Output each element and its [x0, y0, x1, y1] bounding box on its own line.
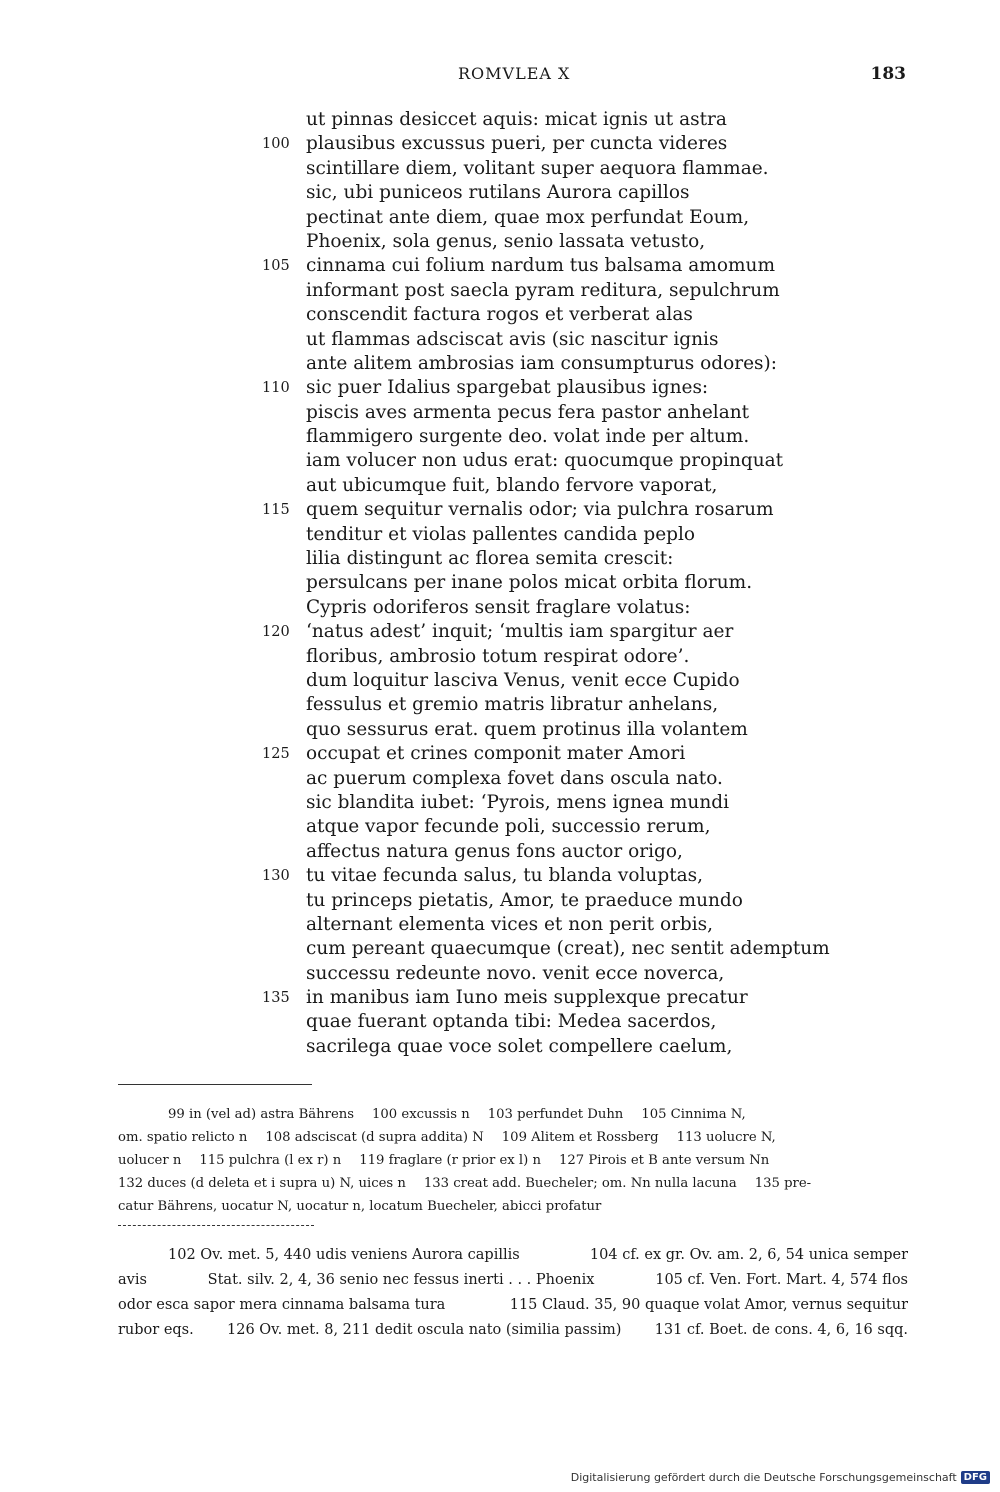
verse-text: quem sequitur vernalis odor; via pulchra rosarum	[306, 499, 774, 521]
verse-text: successu redeunte novo. venit ecce noverca,	[306, 962, 725, 984]
apparatus-line	[118, 1126, 908, 1149]
source-entry: rubor eqs.	[118, 1322, 194, 1338]
verse-text: quo sessurus erat. quem protinus illa volantem	[306, 718, 748, 740]
apparatus-entry: 103 perfundet Duhn	[487, 1107, 624, 1122]
verse-line	[262, 571, 822, 595]
verse-text: cinnama cui folium nardum tus balsama amomum	[306, 255, 775, 277]
running-head: ROMVLEA X	[458, 64, 571, 83]
verse-line	[262, 742, 822, 766]
verse-line	[262, 962, 822, 986]
verse-text: lilia distingunt ac florea semita crescit:	[306, 548, 674, 570]
line-number: 110	[262, 380, 290, 397]
apparatus-line	[118, 1195, 908, 1218]
verse-line	[262, 547, 822, 571]
verse-line	[262, 620, 822, 644]
verse-text: plausibus excussus pueri, per cuncta videres	[306, 133, 728, 155]
verse-text: piscis aves armenta pecus fera pastor anhelant	[306, 401, 750, 423]
verse-line	[262, 937, 830, 961]
apparatus-entry: 115 pulchra (l ex r) n	[199, 1153, 342, 1168]
verse-line	[262, 718, 822, 742]
verse-line	[262, 303, 822, 327]
verse-line	[262, 986, 822, 1010]
apparatus-entry: 109 Alitem et Rossberg	[501, 1130, 659, 1145]
verse-line	[262, 864, 822, 888]
verse-line	[262, 523, 822, 547]
verse-text: cum pereant quaecumque (creat), nec sentit ademptum	[306, 938, 830, 960]
verse-line	[262, 693, 822, 717]
credit-text: Digitalisierung gefördert durch die Deutsche Forschungsgemeinschaft	[570, 1471, 957, 1484]
verse-text: Phoenix, sola genus, senio lassata vetusto,	[306, 230, 706, 252]
source-entry: 131 cf. Boet. de cons. 4, 6, 16 sqq.	[654, 1322, 908, 1338]
apparatus-entry: 100 excussis n	[372, 1107, 470, 1122]
critical-apparatus	[118, 1103, 908, 1218]
source-entry: 105 cf. Ven. Fort. Mart. 4, 574 flos	[655, 1272, 908, 1288]
verse-text: tu vitae fecunda salus, tu blanda voluptas,	[306, 865, 704, 887]
source-notes	[118, 1243, 908, 1343]
apparatus-entry: uolucer n	[118, 1153, 182, 1168]
apparatus-entry: 99 in (vel ad) astra Bährens	[168, 1107, 355, 1122]
verse-text: pectinat ante diem, quae mox perfundat Eoum,	[306, 206, 750, 228]
line-number: 130	[262, 868, 290, 885]
source-entry: 102 Ov. met. 5, 440 udis veniens Aurora capillis	[168, 1247, 520, 1263]
verse-text: iam volucer non udus erat: quocumque propinquat	[306, 450, 784, 472]
apparatus-entry: 133 creat add. Buecheler; om. Nn nulla lacuna	[423, 1176, 737, 1191]
verse-line	[262, 132, 822, 156]
verse-line	[262, 279, 822, 303]
verse-text: flammigero surgente deo. volat inde per altum.	[306, 426, 750, 448]
verse-text: affectus natura genus fons auctor origo,	[306, 840, 683, 862]
verse-line	[262, 815, 822, 839]
verse-line	[262, 791, 822, 815]
source-line	[118, 1268, 908, 1293]
apparatus-entry: catur Bährens, uocatur N, uocatur n, locatum Buecheler, abicci profatur	[118, 1199, 602, 1214]
verse-text: quae fuerant optanda tibi: Medea sacerdos,	[306, 1011, 717, 1033]
apparatus-entry: 113 uolucre N,	[676, 1130, 776, 1145]
verse-text: ante alitem ambrosias iam consumpturus odores):	[306, 352, 778, 374]
verse-text: sacrilega quae voce solet compellere caelum,	[306, 1035, 733, 1057]
dfg-logo: DFG	[961, 1471, 990, 1484]
apparatus-rule	[118, 1084, 312, 1085]
verse-text: ut flammas adsciscat avis (sic nascitur ignis	[306, 328, 719, 350]
apparatus-entry: 127 Pirois et B ante versum Nn	[558, 1153, 770, 1168]
source-entry: odor esca sapor mera cinnama balsama tura	[118, 1297, 446, 1313]
verse-text: alternant elementa vices et non perit orbis,	[306, 913, 714, 935]
line-number: 120	[262, 624, 290, 641]
apparatus-entry: 135 pre-	[754, 1176, 812, 1191]
apparatus-entry: 132 duces (d deleta et i supra u) N, uices n	[118, 1176, 406, 1191]
apparatus-entry: 108 adsciscat (d supra addita) N	[265, 1130, 484, 1145]
verse-block	[262, 108, 830, 1059]
verse-line	[262, 254, 822, 278]
verse-line	[262, 206, 822, 230]
verse-text: sic, ubi puniceos rutilans Aurora capillos	[306, 182, 690, 204]
verse-text: tu princeps pietatis, Amor, te praeduce mundo	[306, 889, 743, 911]
source-entry: 126 Ov. met. 8, 211 dedit oscula nato (similia passim)	[227, 1322, 622, 1338]
verse-line	[262, 230, 822, 254]
apparatus-line	[118, 1172, 908, 1195]
verse-text: tenditur et violas pallentes candida peplo	[306, 523, 696, 545]
verse-line	[262, 889, 822, 913]
sources-rule	[118, 1225, 314, 1226]
source-line	[118, 1293, 908, 1318]
verse-text: fessulus et gremio matris libratur anhelans,	[306, 694, 719, 716]
source-entry: avis	[118, 1272, 147, 1288]
verse-text: in manibus iam Iuno meis supplexque precatur	[306, 987, 748, 1009]
apparatus-entry: 119 fraglare (r prior ex l) n	[359, 1153, 541, 1168]
verse-line	[262, 498, 822, 522]
verse-line	[262, 474, 822, 498]
verse-line	[262, 767, 822, 791]
source-line	[118, 1318, 908, 1343]
verse-line	[262, 352, 822, 376]
verse-line	[262, 669, 822, 693]
verse-line	[262, 425, 822, 449]
source-entry: 115 Claud. 35, 90 quaque volat Amor, vernus sequitur	[509, 1297, 908, 1313]
page-number: 183	[870, 64, 906, 84]
verse-text: aut ubicumque fuit, blando fervore vaporat,	[306, 474, 718, 496]
verse-line	[262, 1010, 822, 1034]
source-line	[118, 1243, 908, 1268]
verse-line	[262, 157, 822, 181]
verse-line	[262, 596, 822, 620]
apparatus-line	[118, 1103, 908, 1126]
verse-text: sic blandita iubet: ‘Pyrois, mens ignea mundi	[306, 791, 730, 813]
digitization-credit	[571, 1471, 990, 1484]
verse-text: Cypris odoriferos sensit fraglare volatus:	[306, 596, 691, 618]
verse-line	[262, 401, 822, 425]
line-number: 105	[262, 258, 290, 275]
verse-text: conscendit factura rogos et verberat alas	[306, 304, 693, 326]
verse-text: informant post saecla pyram reditura, sepulchrum	[306, 279, 780, 301]
verse-text: dum loquitur lasciva Venus, venit ecce Cupido	[306, 669, 740, 691]
verse-line	[262, 840, 822, 864]
verse-text: persulcans per inane polos micat orbita florum.	[306, 572, 753, 594]
apparatus-line	[118, 1149, 908, 1172]
apparatus-entry: 105 Cinnima N,	[641, 1107, 746, 1122]
apparatus-entry: om. spatio relicto n	[118, 1130, 248, 1145]
verse-line	[262, 1035, 822, 1059]
line-number: 115	[262, 502, 290, 519]
verse-text: atque vapor fecunde poli, successio rerum,	[306, 816, 711, 838]
verse-line	[262, 108, 822, 132]
verse-line	[262, 376, 822, 400]
source-entry: 104 cf. ex gr. Ov. am. 2, 6, 54 unica semper	[589, 1247, 908, 1263]
line-number: 125	[262, 746, 290, 763]
verse-text: ‘natus adest’ inquit; ‘multis iam spargitur aer	[306, 621, 734, 643]
verse-line	[262, 913, 822, 937]
verse-line	[262, 449, 822, 473]
line-number: 100	[262, 136, 290, 153]
verse-line	[262, 328, 822, 352]
verse-text: occupat et crines componit mater Amori	[306, 743, 686, 765]
verse-text: floribus, ambrosio totum respirat odore’.	[306, 645, 690, 667]
line-number: 135	[262, 990, 290, 1007]
verse-text: sic puer Idalius spargebat plausibus ignes:	[306, 377, 709, 399]
verse-text: ut pinnas desiccet aquis: micat ignis ut astra	[306, 109, 727, 130]
verse-line	[262, 645, 822, 669]
source-entry: Stat. silv. 2, 4, 36 senio nec fessus inerti . . . Phoenix	[207, 1272, 595, 1288]
verse-line	[262, 181, 822, 205]
verse-text: ac puerum complexa fovet dans oscula nato.	[306, 767, 723, 789]
verse-text: scintillare diem, volitant super aequora flammae.	[306, 157, 769, 179]
